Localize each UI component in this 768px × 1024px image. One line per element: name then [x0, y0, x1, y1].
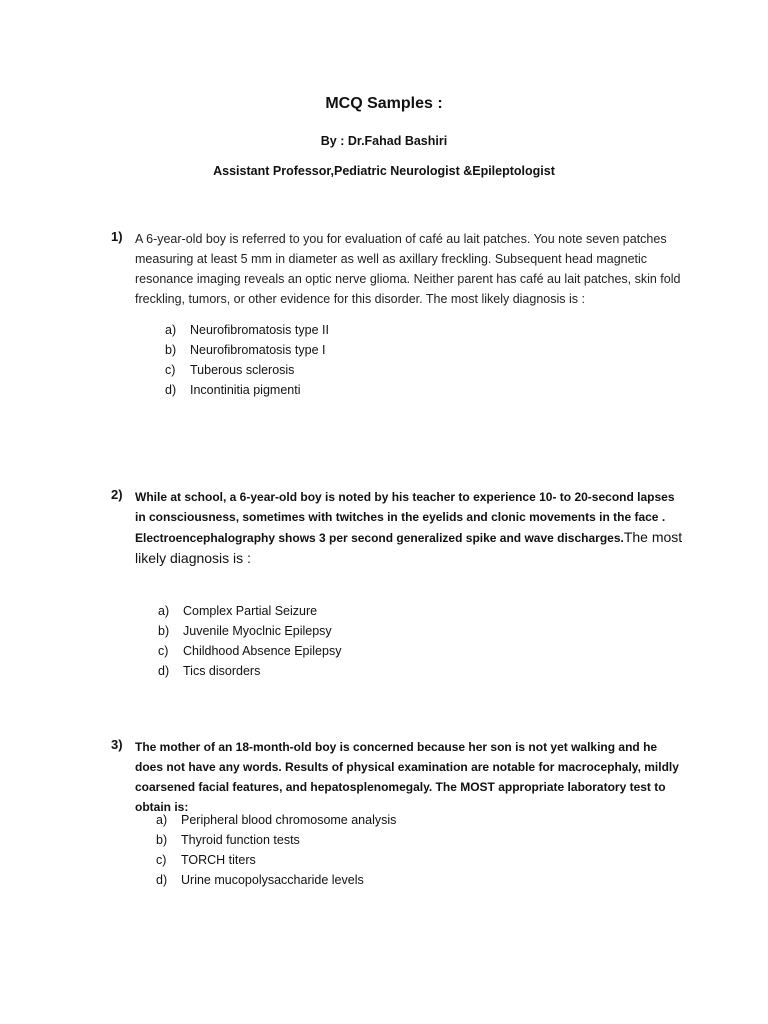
author-affiliation: Assistant Professor,Pediatric Neurologist &Epileptologist — [213, 164, 555, 178]
option-letter: b) — [165, 343, 177, 357]
option-letter: c) — [156, 853, 167, 867]
option-text: Neurofibromatosis type I — [190, 343, 326, 357]
option-text: TORCH titers — [181, 853, 256, 867]
option-letter: b) — [156, 833, 168, 847]
option-letter: a) — [165, 323, 177, 337]
question-text: The mother of an 18-month-old boy is concerned because her son is not yet walking and he does not have any words. Results of physical examination are notable for macrocephaly, mildly coarsened facial features, and hepatosplenomegaly. The MOST appropriate laboratory test to obtain is: — [135, 740, 679, 814]
option-text: Thyroid function tests — [181, 833, 300, 847]
option-text: Tics disorders — [183, 664, 261, 678]
option-letter: c) — [165, 363, 176, 377]
option-letter: a) — [158, 604, 170, 618]
option-letter: b) — [158, 624, 170, 638]
document-title: MCQ Samples : — [325, 95, 443, 112]
question-text — [135, 487, 685, 569]
option-letter: c) — [158, 644, 169, 658]
option-text: Tuberous sclerosis — [190, 363, 295, 377]
question-number: 3) — [111, 737, 123, 752]
option-letter: d) — [165, 383, 177, 397]
option-letter: d) — [158, 664, 170, 678]
option-text: Childhood Absence Epilepsy — [183, 644, 342, 658]
option-letter: a) — [156, 813, 168, 827]
question-text: A 6-year-old boy is referred to you for evaluation of café au lait patches. You note seven patches measuring at least 5 mm in diameter as well as axillary freckling. Subsequent head magnetic resonance imaging reveals an optic nerve glioma. Neither parent has café au lait patches, skin fold freckling, tumors, or other evidence for this disorder. The most likely diagnosis is : — [135, 232, 681, 306]
question-text-main: While at school, a 6-year-old boy is noted by his teacher to experience 10- to 20-second lapses in consciousness, sometimes with twitches in the eyelids and clonic movements in the face . Electroencephalography shows 3 per second generalized spike and wave discharges. — [135, 490, 675, 545]
question-text-tail: The most likely diagnosis is : — [135, 529, 683, 566]
option-letter: d) — [156, 873, 168, 887]
question-number: 2) — [111, 487, 123, 502]
option-text: Urine mucopolysaccharide levels — [181, 873, 364, 887]
option-text: Neurofibromatosis type II — [190, 323, 329, 337]
author-byline: By : Dr.Fahad Bashiri — [320, 134, 448, 148]
option-text: Complex Partial Seizure — [183, 604, 318, 618]
question-number: 1) — [111, 229, 123, 244]
option-text: Incontinitia pigmenti — [190, 383, 301, 397]
option-text: Peripheral blood chromosome analysis — [181, 813, 397, 827]
option-text: Juvenile Myoclnic Epilepsy — [183, 624, 332, 638]
